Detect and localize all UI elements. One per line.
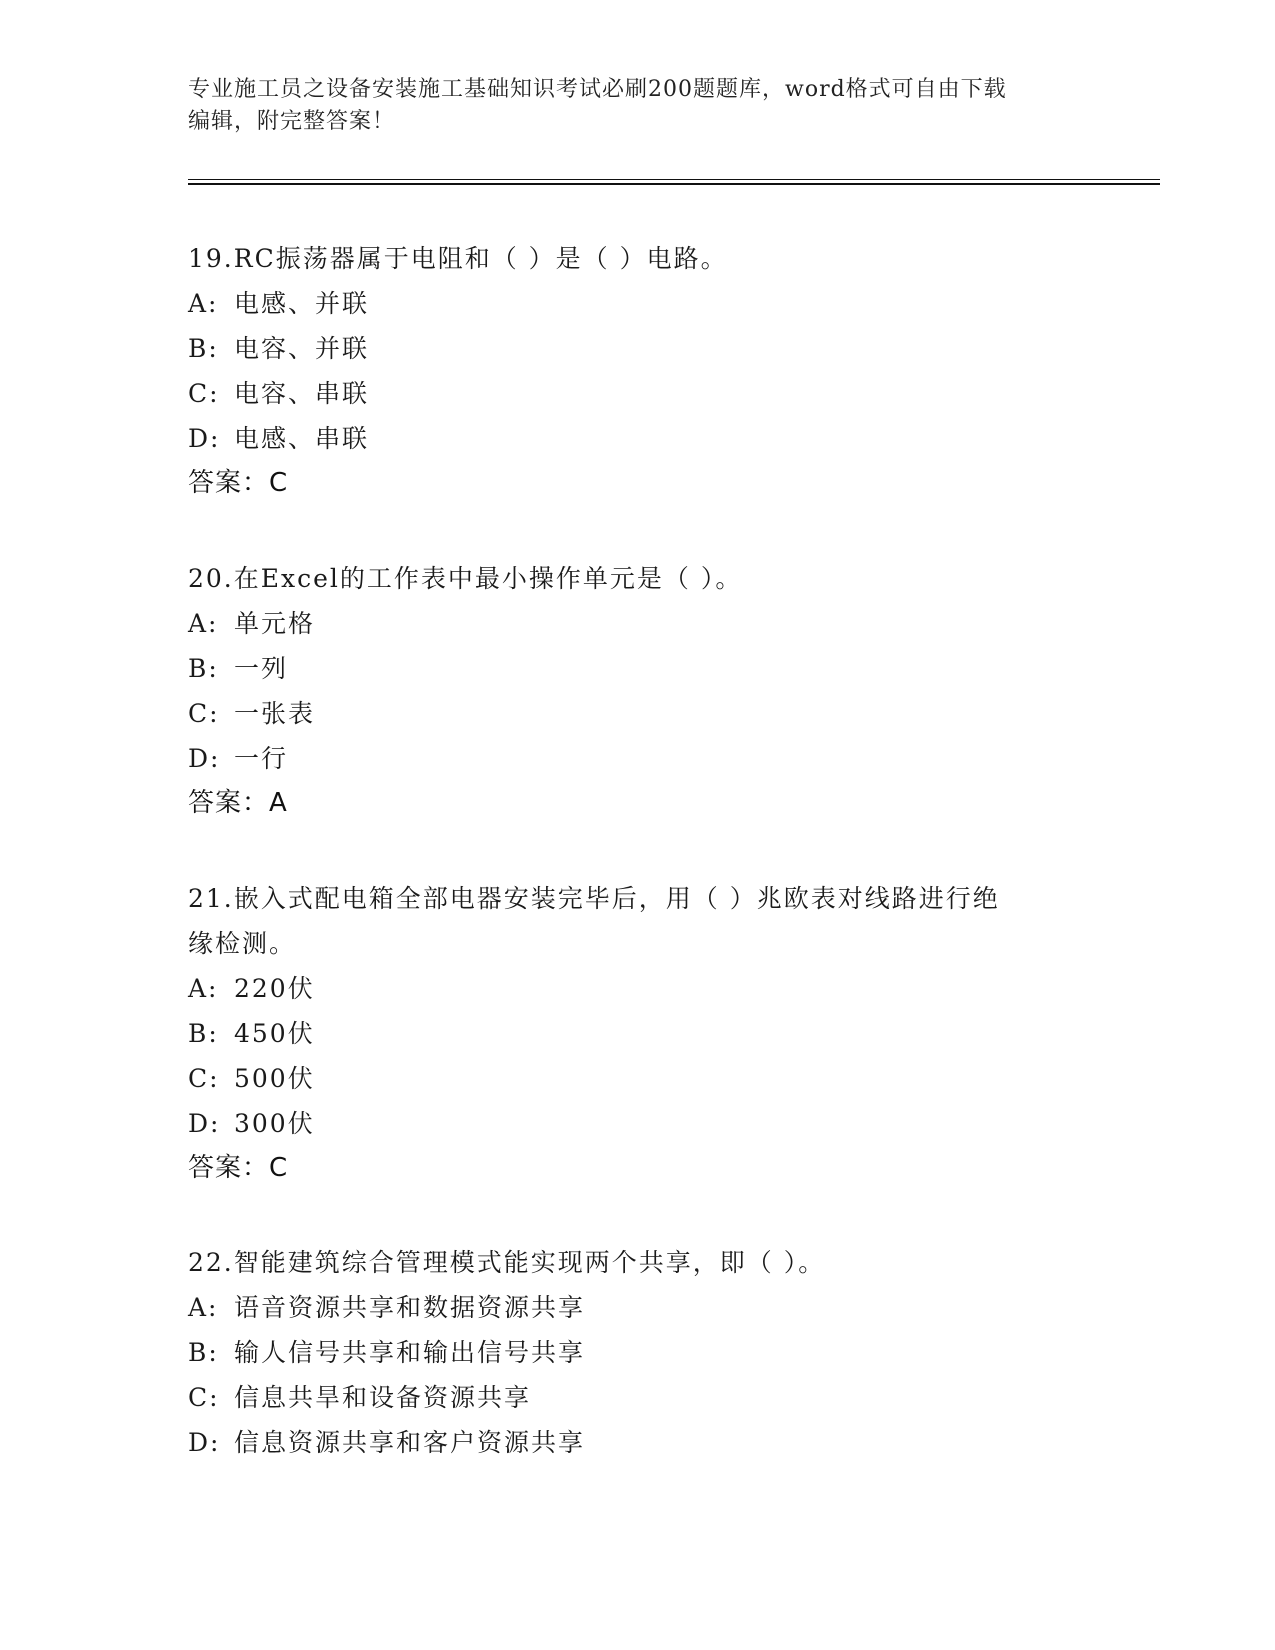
option-letter: A: — [188, 289, 219, 318]
option-a — [188, 281, 1088, 326]
question-21 — [188, 876, 1088, 1191]
option-letter: D: — [188, 424, 221, 453]
option-a — [188, 966, 1088, 1011]
option-letter: D: — [188, 1109, 221, 1138]
option-text: 信息共旱和设备资源共享 — [234, 1383, 532, 1412]
option-letter: A: — [188, 1293, 219, 1322]
question-20 — [188, 556, 1088, 826]
header-line-1: 专业施工员之设备安装施工基础知识考试必刷200题题库，word格式可自由下载 — [188, 77, 1007, 102]
question-stem: 19.RC振荡器属于电阻和（ ）是（ ）电路。 — [188, 244, 728, 273]
option-c — [188, 371, 1088, 416]
option-b — [188, 1330, 1088, 1375]
option-text: 一张表 — [234, 699, 316, 728]
option-text: 300伏 — [234, 1109, 315, 1138]
option-letter: C: — [188, 699, 220, 728]
option-text: 电容、串联 — [234, 379, 370, 408]
option-a — [188, 1285, 1088, 1330]
option-c — [188, 691, 1088, 736]
option-letter: A: — [188, 609, 219, 638]
option-text: 语音资源共享和数据资源共享 — [234, 1293, 586, 1322]
answer-text: 答案：A — [188, 788, 288, 818]
option-text: 一行 — [234, 744, 289, 773]
option-letter: D: — [188, 744, 221, 773]
question-stem: 22.智能建筑综合管理模式能实现两个共享，即（ ）。 — [188, 1248, 826, 1277]
option-d — [188, 1420, 1088, 1465]
option-letter: C: — [188, 1383, 220, 1412]
option-text: 220伏 — [234, 974, 315, 1003]
option-letter: B: — [188, 334, 219, 363]
option-text: 电感、串联 — [234, 424, 370, 453]
option-b — [188, 326, 1088, 371]
option-text: 450伏 — [234, 1019, 315, 1048]
option-a — [188, 601, 1088, 646]
option-letter: B: — [188, 1338, 219, 1367]
option-c — [188, 1056, 1088, 1101]
option-d — [188, 736, 1088, 781]
question-22 — [188, 1240, 1088, 1465]
header-divider-thick — [188, 183, 1160, 185]
option-letter: C: — [188, 1064, 220, 1093]
option-text: 单元格 — [234, 609, 316, 638]
header-line-2: 编辑，附完整答案！ — [188, 109, 396, 134]
option-text: 电感、并联 — [234, 289, 370, 318]
answer-text: 答案：C — [188, 468, 289, 498]
option-text: 信息资源共享和客户资源共享 — [234, 1428, 586, 1457]
option-letter: A: — [188, 974, 219, 1003]
option-letter: D: — [188, 1428, 221, 1457]
question-stem-line-1: 21.嵌入式配电箱全部电器安装完毕后，用（ ）兆欧表对线路进行绝 — [188, 884, 1000, 913]
option-d — [188, 416, 1088, 461]
document-header — [188, 74, 1088, 138]
option-b — [188, 1011, 1088, 1056]
option-text: 500伏 — [234, 1064, 315, 1093]
option-text: 一列 — [234, 654, 289, 683]
option-text: 输人信号共享和输出信号共享 — [234, 1338, 586, 1367]
question-stem-line-2: 缘检测。 — [188, 929, 297, 958]
question-19 — [188, 236, 1088, 506]
option-letter: B: — [188, 1019, 219, 1048]
option-text: 电容、并联 — [234, 334, 370, 363]
option-letter: C: — [188, 379, 220, 408]
answer-text: 答案：C — [188, 1153, 289, 1183]
question-stem: 20.在Excel的工作表中最小操作单元是（ ）。 — [188, 564, 743, 593]
header-divider-thin — [188, 179, 1160, 180]
option-d — [188, 1101, 1088, 1146]
option-c — [188, 1375, 1088, 1420]
option-letter: B: — [188, 654, 219, 683]
option-b — [188, 646, 1088, 691]
